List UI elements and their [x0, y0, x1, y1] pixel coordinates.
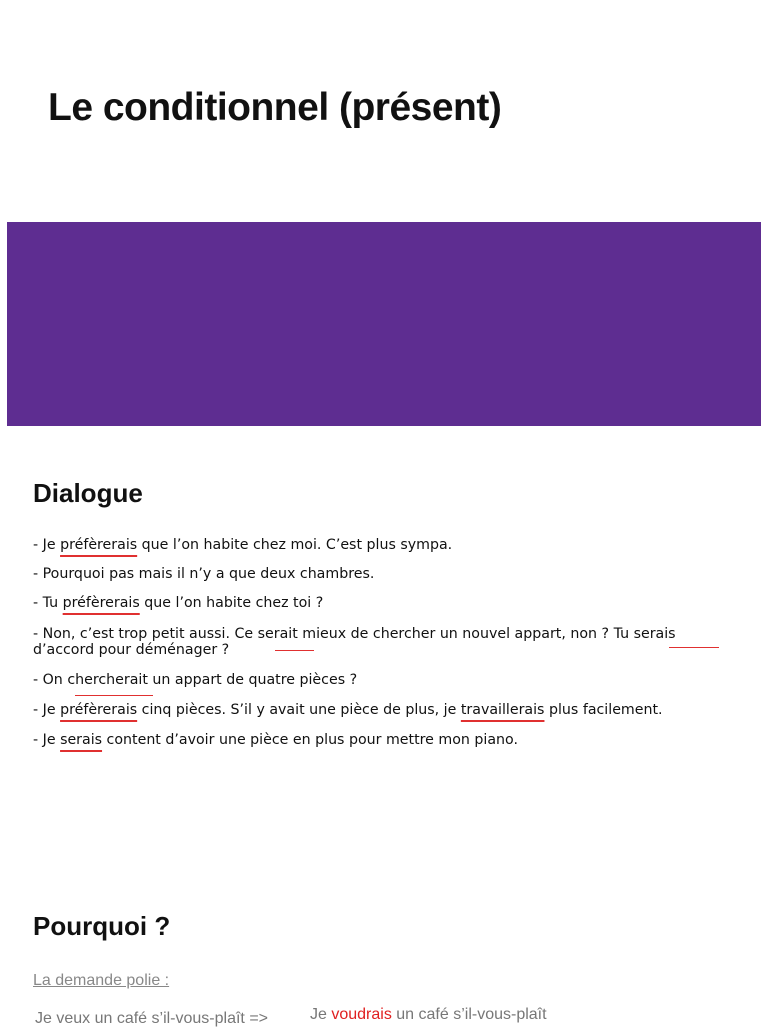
dialogue-line-4: - Non, c’est trop petit aussi. Ce serait mieux de chercher un nouvel appart, non ? Tu serais d’accord pour déménager ? [33, 626, 676, 658]
conditional-verb: serais [633, 626, 676, 642]
dialogue-line-1: - Je préfèrerais que l’on habite chez moi. C’est plus sympa. [33, 537, 453, 553]
example-conditional: Je voudrais un café s’il-vous-plaît [310, 1006, 547, 1023]
conditional-verb: chercherait [67, 672, 148, 688]
polite-request-subheading: La demande polie : [33, 972, 170, 989]
conditional-verb: préfèrerais [60, 537, 138, 553]
conditional-verb: préfèrerais [60, 702, 138, 718]
dialogue-line-7: - Je serais content d’avoir une pièce en plus pour mettre mon piano. [33, 732, 518, 748]
dialogue-line-6: - Je préfèrerais cinq pièces. S’il y avait une pièce de plus, je travaillerais plus facilement. [33, 702, 663, 718]
dialogue-line-3: - Tu préfèrerais que l’on habite chez toi ? [33, 595, 324, 611]
example-present: Je veux un café s’il-vous-plaît => [35, 1010, 269, 1027]
pourquoi-heading: Pourquoi ? [33, 911, 171, 941]
page-title: Le conditionnel (présent) [48, 86, 502, 129]
conditional-verb: préfèrerais [62, 595, 140, 611]
conditional-verb: travaillerais [460, 702, 545, 718]
underline-mark [669, 647, 719, 648]
underline-mark [275, 650, 314, 651]
conditional-verb: serais [60, 732, 103, 748]
highlighted-verb: voudrais [331, 1006, 392, 1023]
purple-banner [7, 222, 761, 426]
dialogue-heading: Dialogue [33, 478, 143, 508]
dialogue-line-2: - Pourquoi pas mais il n’y a que deux chambres. [33, 566, 375, 582]
conditional-verb: serait [257, 626, 298, 642]
dialogue-line-5: - On chercherait un appart de quatre pièces ? [33, 672, 358, 688]
underline-mark [75, 695, 153, 696]
